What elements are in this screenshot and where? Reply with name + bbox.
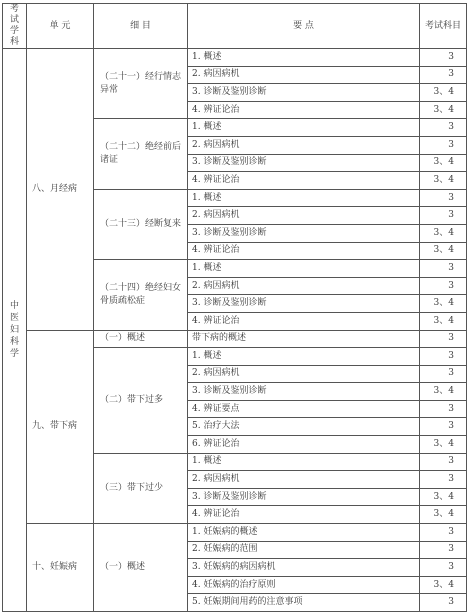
level-cell: 3 <box>420 471 467 489</box>
detail-cell: （一）概述 <box>94 524 188 612</box>
detail-cell: （一）概述 <box>94 330 188 348</box>
level-cell: 3 <box>420 541 467 559</box>
level-cell: 3、4 <box>420 576 467 594</box>
point-cell: 3. 妊娠病的病因病机 <box>188 559 420 577</box>
level-cell: 3、4 <box>420 224 467 242</box>
header-detail: 细 目 <box>94 4 188 49</box>
point-cell: 2. 病因病机 <box>188 66 420 84</box>
level-cell: 3、4 <box>420 172 467 190</box>
detail-cell: （二）带下过多 <box>94 348 188 454</box>
point-cell: 1. 概述 <box>188 189 420 207</box>
syllabus-table <box>2 3 467 612</box>
level-cell: 3 <box>420 49 467 67</box>
header-level: 考试科目 <box>420 4 467 49</box>
detail-cell: （二十四）绝经妇女骨质疏松症 <box>94 260 188 330</box>
point-cell: 3. 诊断及鉴别诊断 <box>188 383 420 401</box>
point-cell: 3. 诊断及鉴别诊断 <box>188 154 420 172</box>
point-cell: 4. 辨证论治 <box>188 506 420 524</box>
point-cell: 5. 妊娠期间用药的注意事项 <box>188 594 420 612</box>
point-cell: 4. 妊娠病的治疗原则 <box>188 576 420 594</box>
unit-cell: 十、妊娠病 <box>27 524 94 612</box>
detail-cell: （三）带下过少 <box>94 453 188 523</box>
table-header-row <box>3 4 467 49</box>
level-cell: 3 <box>420 400 467 418</box>
level-cell: 3 <box>420 594 467 612</box>
point-cell: 4. 辨证论治 <box>188 242 420 260</box>
point-cell: 6. 辨证论治 <box>188 436 420 454</box>
header-point: 要 点 <box>188 4 420 49</box>
point-cell: 1. 概述 <box>188 260 420 278</box>
point-cell: 带下病的概述 <box>188 330 420 348</box>
level-cell: 3、4 <box>420 488 467 506</box>
subject-cell <box>3 49 27 612</box>
level-cell: 3 <box>420 136 467 154</box>
level-cell: 3 <box>420 330 467 348</box>
point-cell: 3. 诊断及鉴别诊断 <box>188 224 420 242</box>
level-cell: 3、4 <box>420 506 467 524</box>
table-row <box>3 524 467 542</box>
point-cell: 1. 概述 <box>188 453 420 471</box>
level-cell: 3 <box>420 277 467 295</box>
table-row <box>3 49 467 67</box>
level-cell: 3 <box>420 66 467 84</box>
point-cell: 4. 辨证论治 <box>188 172 420 190</box>
level-cell: 3 <box>420 365 467 383</box>
unit-cell: 九、带下病 <box>27 330 94 524</box>
point-cell: 1. 概述 <box>188 119 420 137</box>
table-row <box>3 330 467 348</box>
level-cell: 3 <box>420 119 467 137</box>
subject-label: 中医妇科学 <box>9 301 19 359</box>
point-cell: 2. 妊娠病的范围 <box>188 541 420 559</box>
point-cell: 2. 病因病机 <box>188 207 420 225</box>
point-cell: 4. 辨证要点 <box>188 400 420 418</box>
level-cell: 3、4 <box>420 436 467 454</box>
level-cell: 3 <box>420 453 467 471</box>
point-cell: 3. 诊断及鉴别诊断 <box>188 488 420 506</box>
detail-cell: （二十三）经断复来 <box>94 189 188 259</box>
level-cell: 3、4 <box>420 101 467 119</box>
point-cell: 3. 诊断及鉴别诊断 <box>188 84 420 102</box>
point-cell: 4. 辨证论治 <box>188 312 420 330</box>
level-cell: 3、4 <box>420 84 467 102</box>
level-cell: 3、4 <box>420 383 467 401</box>
level-cell: 3 <box>420 260 467 278</box>
detail-cell: （二十一）经行情志异常 <box>94 49 188 119</box>
level-cell: 3 <box>420 207 467 225</box>
point-cell: 4. 辨证论治 <box>188 101 420 119</box>
point-cell: 5. 治疗大法 <box>188 418 420 436</box>
level-cell: 3、4 <box>420 242 467 260</box>
point-cell: 2. 病因病机 <box>188 277 420 295</box>
point-cell: 1. 概述 <box>188 49 420 67</box>
point-cell: 2. 病因病机 <box>188 365 420 383</box>
point-cell: 3. 诊断及鉴别诊断 <box>188 295 420 313</box>
level-cell: 3、4 <box>420 312 467 330</box>
level-cell: 3 <box>420 348 467 366</box>
level-cell: 3、4 <box>420 295 467 313</box>
point-cell: 1. 概述 <box>188 348 420 366</box>
detail-cell: （二十二）绝经前后诸证 <box>94 119 188 189</box>
level-cell: 3 <box>420 524 467 542</box>
point-cell: 2. 病因病机 <box>188 471 420 489</box>
header-unit: 单 元 <box>27 4 94 49</box>
point-cell: 2. 病因病机 <box>188 136 420 154</box>
point-cell: 1. 妊娠病的概述 <box>188 524 420 542</box>
level-cell: 3 <box>420 559 467 577</box>
level-cell: 3 <box>420 189 467 207</box>
level-cell: 3、4 <box>420 154 467 172</box>
unit-cell: 八、月经病 <box>27 49 94 331</box>
table-body <box>3 49 467 612</box>
header-subject: 考试学科 <box>3 4 27 49</box>
level-cell: 3 <box>420 418 467 436</box>
